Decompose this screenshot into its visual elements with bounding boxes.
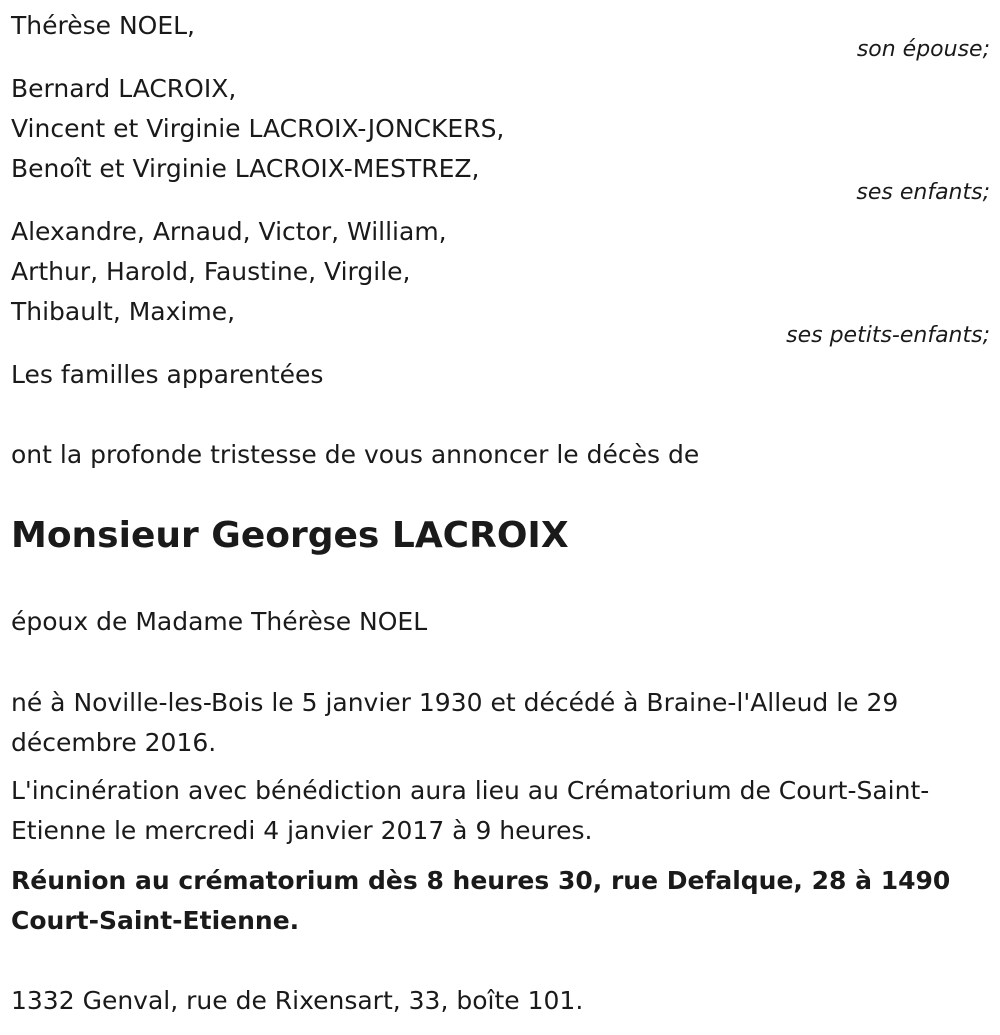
deceased-name: Monsieur Georges LACROIX xyxy=(11,515,569,556)
child-name: Bernard LACROIX, xyxy=(11,74,237,103)
child-name: Vincent et Virginie LACROIX-JONCKERS, xyxy=(11,114,505,143)
spouse-of-text: époux de Madame Thérèse NOEL xyxy=(11,607,428,636)
children-role: ses enfants; xyxy=(856,180,990,205)
grandchildren-names: Thibault, Maxime, xyxy=(11,297,236,326)
birth-death-text: né à Noville-les-Bois le 5 janvier 1930 et décédé à Braine-l'Alleud le 29 décembre 2016. xyxy=(11,688,899,757)
meeting-text: Réunion au crématorium dès 8 heures 30, rue Defalque, 28 à 1490 Court-Saint-Etienne. xyxy=(11,866,951,935)
grandchildren-role: ses petits-enfants; xyxy=(786,323,990,348)
grandchildren-names: Arthur, Harold, Faustine, Virgile, xyxy=(11,257,411,286)
spouse-role: son épouse; xyxy=(856,37,990,62)
spouse-name: Thérèse NOEL, xyxy=(11,11,196,40)
child-name: Benoît et Virginie LACROIX-MESTREZ, xyxy=(11,154,480,183)
ceremony-text: L'incinération avec bénédiction aura lieu au Crématorium de Court-Saint-Etienne le mercredi 4 janvier 2017 à 9 heures. xyxy=(11,776,930,845)
announcement-text: ont la profonde tristesse de vous annoncer le décès de xyxy=(11,440,700,469)
address-text: 1332 Genval, rue de Rixensart, 33, boîte 101. xyxy=(11,986,584,1015)
grandchildren-names: Alexandre, Arnaud, Victor, William, xyxy=(11,217,447,246)
related-families: Les familles apparentées xyxy=(11,360,324,389)
